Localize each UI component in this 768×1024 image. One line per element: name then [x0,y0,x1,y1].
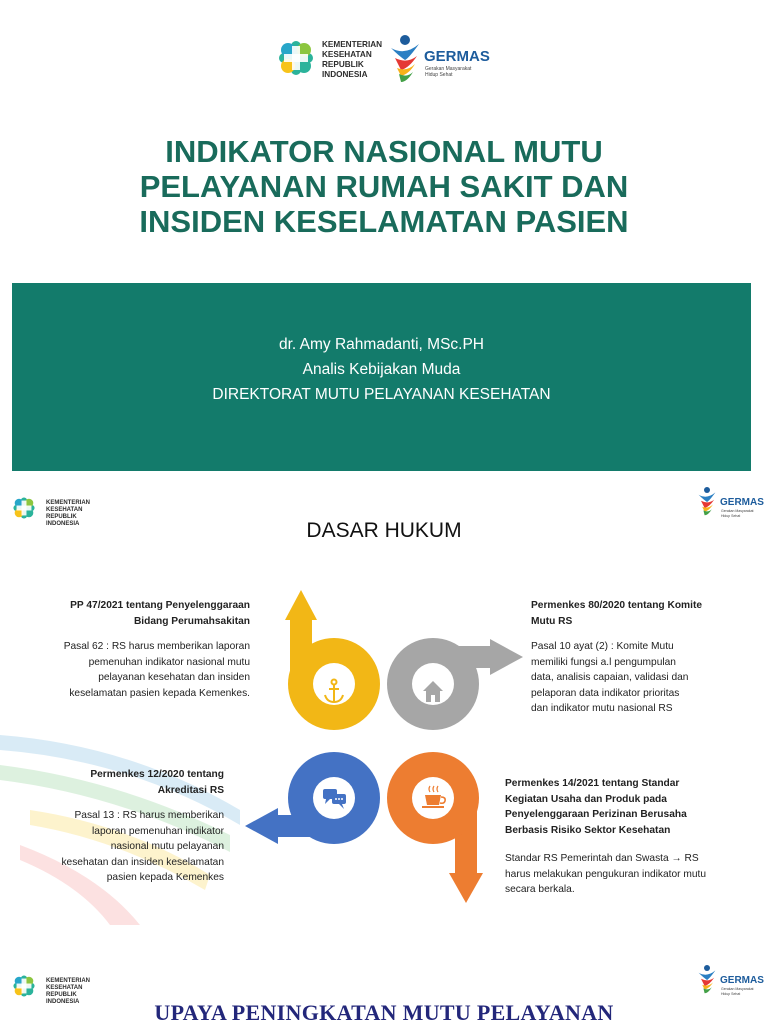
cycle-arrow-graphic [240,588,530,918]
legal-body [24,808,224,886]
logo-text-line: KESEHATAN [46,985,83,991]
heading-line: PP 47/2021 tentang Penyelenggaraan [70,600,250,611]
logo-text-line: REPUBLIK [322,60,364,69]
legal-block-pmk12 [24,767,224,886]
logo-text-line: REPUBLIK [46,514,77,520]
body-line: Standar RS Pemerintah dan Swasta → RS [505,853,699,864]
legal-block-pmk14 [505,776,765,898]
heading-line: Berbasis Risiko Sektor Kesehatan [505,824,671,836]
slide-title: DASAR HUKUM [306,519,462,542]
germas-tagline: Gerakan Masyarakat [425,66,472,72]
logo-text-line: KESEHATAN [322,50,372,59]
kemenkes-logo [272,28,382,88]
heading-line: Permenkes 14/2021 tentang Standar [505,778,680,789]
orange-arrow-shape [387,752,483,903]
legal-body [531,639,761,717]
germas-tagline: Gerakan Masyarakat [721,509,754,513]
body-line: Pasal 10 ayat (2) : Komite Mutu [531,641,674,652]
presenter-directorate: DIREKTORAT MUTU PELAYANAN KESEHATAN [212,386,551,403]
legal-heading [24,598,250,629]
body-line: memiliki fungsi a.l pengumpulan [531,656,676,668]
heading-line: Akreditasi RS [157,784,224,796]
legal-body [24,639,250,701]
body-line: kesehatan dan insiden keselamatan [61,856,224,868]
logo-text-line: KEMENTERIAN [46,500,91,506]
body-line: pasien kepada Kemenkes [106,872,224,883]
body-line: pelaporan data indikator prioritas [531,687,680,699]
body-line: laporan pemenuhan indikator [92,825,224,837]
kemenkes-emblem-icon [13,975,34,996]
heading-line: Kegiatan Usaha dan Produk pada [505,793,667,805]
kemenkes-emblem-icon [279,41,313,75]
title-slide [0,0,768,478]
body-line: data, analisis capaian, validasi dan [531,672,689,683]
germas-tagline: Hidup Sehat [721,514,741,518]
title-line: INSIDEN KESELAMATAN PASIEN [139,204,629,239]
logo-text-line: INDONESIA [322,70,368,79]
heading-line: Penyelenggaraan Perizinan Berusaha [505,809,687,820]
presenter-name: dr. Amy Rahmadanti, MSc.PH [278,336,485,353]
legal-basis-slide [0,480,768,940]
body-line: harus melakukan pengukuran indikator mutu [505,868,707,880]
improvement-slide [0,944,768,1024]
kemenkes-emblem-icon [13,497,34,518]
germas-tagline: Hidup Sehat [721,992,741,996]
heading-line: Permenkes 12/2020 tentang [90,769,224,780]
legal-block-pp47 [24,598,250,701]
title-line: PELAYANAN RUMAH SAKIT DAN [139,169,629,204]
logo-text-line: REPUBLIK [46,992,77,998]
germas-emblem-icon [391,35,419,82]
body-line: pelayanan kesehatan dan insiden [98,672,250,683]
germas-tagline: Hidup Sehat [425,72,453,78]
legal-block-pmk80 [531,598,761,717]
body-line: Pasal 62 : RS harus memberikan laporan [63,641,250,652]
body-line: dan indikator mutu nasional RS [531,703,673,714]
germas-logo [388,30,498,90]
germas-name: GERMAS [720,975,764,986]
body-line: keselamatan pasien kepada Kemenkes. [69,687,250,699]
heading-line: Bidang Perumahsakitan [133,615,250,627]
logo-text-line: KEMENTERIAN [322,40,382,49]
legal-heading [24,767,224,798]
presenter-position: Analis Kebijakan Muda [302,361,461,378]
body-line: nasional mutu pelayanan [110,841,224,852]
title-line: INDIKATOR NASIONAL MUTU [165,134,603,169]
slide-title: UPAYA PENINGKATAN MUTU PELAYANAN [154,1000,614,1024]
logo-text-line: KESEHATAN [46,507,83,513]
body-line: Pasal 13 : RS harus memberikan [74,810,224,821]
presenter-box [12,283,751,471]
germas-name: GERMAS [720,497,764,508]
logo-text-line: INDONESIA [46,999,80,1005]
heading-line: Permenkes 80/2020 tentang Komite [531,600,702,611]
body-line: secara berkala. [505,884,575,895]
gray-arrow-shape [387,638,523,730]
legal-body [505,851,765,898]
germas-emblem-icon [699,965,716,993]
logo-text-line: INDONESIA [46,521,80,527]
germas-name: GERMAS [424,48,490,65]
body-line: pemenuhan indikator nasional mutu [88,656,250,668]
legal-heading [505,776,765,838]
legal-heading [531,598,761,629]
heading-line: Mutu RS [531,615,573,627]
germas-logo-small [694,960,768,1000]
presentation-title [0,134,768,239]
germas-logo-small [694,482,768,522]
germas-emblem-icon [699,487,716,515]
yellow-arrow-shape [285,590,380,730]
blue-arrow-shape [245,752,380,844]
logo-text-line: KEMENTERIAN [46,978,91,984]
germas-tagline: Gerakan Masyarakat [721,987,754,991]
